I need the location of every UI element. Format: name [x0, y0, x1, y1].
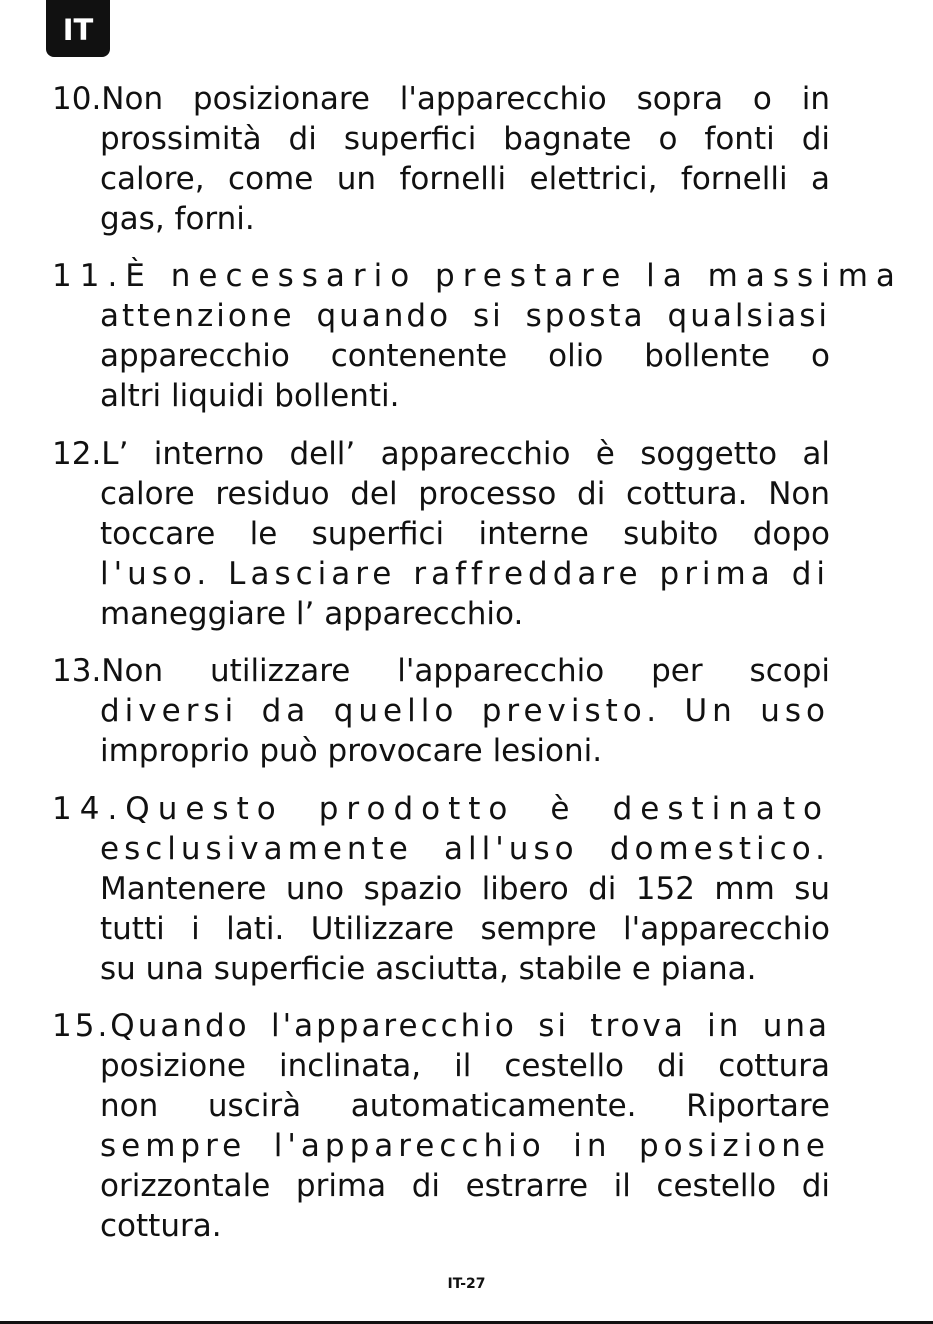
item-line: 14.Questo prodotto è destinato — [52, 791, 830, 827]
item-line: 13.Non utilizzare l'apparecchio per scopi — [52, 653, 830, 689]
item-line: prossimità di superfici bagnate o fonti di — [100, 121, 830, 157]
list-item — [52, 789, 830, 989]
item-line: cottura. — [100, 1208, 222, 1244]
item-line: diversi da quello previsto. Un uso — [100, 693, 830, 729]
item-line: apparecchio contenente olio bollente o — [100, 338, 830, 374]
list-item — [52, 651, 830, 771]
item-line: altri liquidi bollenti. — [100, 378, 400, 414]
item-line: 15.Quando l'apparecchio si trova in una — [52, 1008, 830, 1044]
item-line: maneggiare l’ apparecchio. — [100, 596, 524, 632]
list-item — [52, 256, 903, 416]
item-line: gas, forni. — [100, 201, 255, 237]
item-line: non uscirà automaticamente. Riportare — [100, 1088, 830, 1124]
item-line: su una superficie asciutta, stabile e piana. — [100, 951, 757, 987]
page-number: IT-27 — [447, 1276, 486, 1292]
item-line: 10.Non posizionare l'apparecchio sopra o in — [52, 81, 830, 117]
item-line: orizzontale prima di estrarre il cestello di — [100, 1168, 830, 1204]
list-item — [52, 1006, 830, 1246]
item-line: l'uso. Lasciare raffreddare prima di — [100, 556, 830, 592]
item-line: calore residuo del processo di cottura. Non — [100, 476, 830, 512]
item-line: tutti i lati. Utilizzare sempre l'apparecchio — [100, 911, 830, 947]
item-line: 11.È necessario prestare la massima — [52, 258, 903, 294]
item-line: posizione inclinata, il cestello di cottura — [100, 1048, 830, 1084]
list-item — [52, 79, 830, 239]
item-line: Mantenere uno spazio libero di 152 mm su — [100, 871, 830, 907]
list-item — [52, 434, 830, 634]
item-line: sempre l'apparecchio in posizione — [100, 1128, 830, 1164]
item-line: esclusivamente all'uso domestico. — [100, 831, 830, 867]
item-line: improprio può provocare lesioni. — [100, 733, 603, 769]
item-line: 12.L’ interno dell’ apparecchio è soggetto al — [52, 436, 830, 472]
language-badge: IT — [46, 0, 110, 57]
item-line: toccare le superfici interne subito dopo — [100, 516, 830, 552]
item-line: calore, come un fornelli elettrici, fornelli a — [100, 161, 830, 197]
item-line: attenzione quando si sposta qualsiasi — [100, 298, 830, 334]
